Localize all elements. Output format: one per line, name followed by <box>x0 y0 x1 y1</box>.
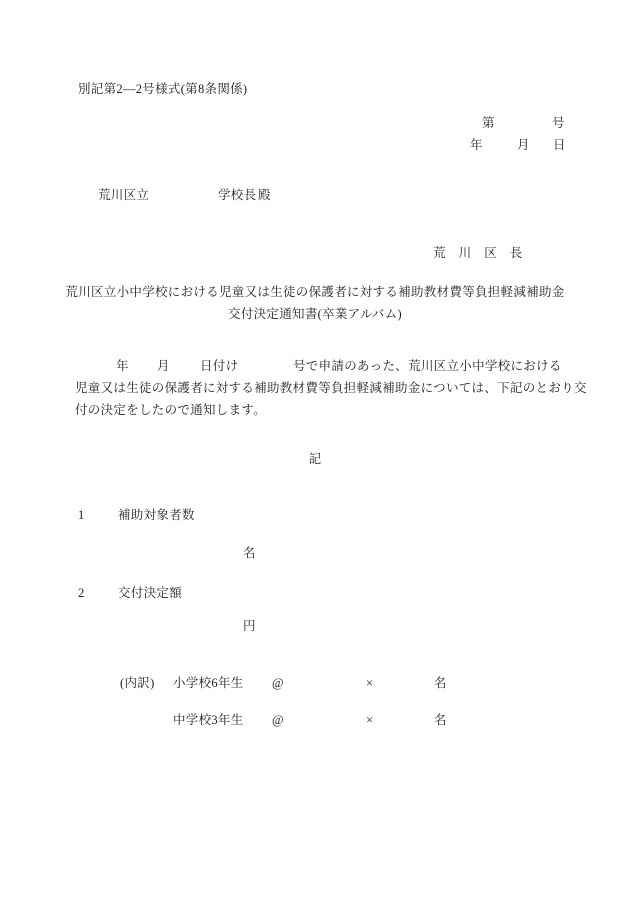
body-line2: 児童又は生徒の保護者に対する補助教材費等負担軽減補助金については、下記のとおり交 <box>75 381 587 395</box>
addressee-honorific: 殿 <box>258 188 271 202</box>
form-number: 別記第2―2号様式(第8条関係) <box>78 82 248 96</box>
breakdown-row1-unit: 名 <box>434 676 447 690</box>
date-year-label: 年 <box>470 138 483 152</box>
body-line1-rest: 号で申請のあった、荒川区立小中学校における <box>293 359 562 373</box>
section-2-label: 交付決定額 <box>118 586 183 600</box>
body-line1-year: 年 <box>116 359 129 373</box>
breakdown-row2-grade: 中学校3年生 <box>173 713 244 727</box>
date-day-label: 日 <box>553 138 566 152</box>
section-2-number: 2 <box>78 586 85 600</box>
breakdown-row1-grade: 小学校6年生 <box>173 676 244 690</box>
breakdown-row1-at-sign: @ <box>272 676 284 690</box>
doc-title-line1: 荒川区立小中学校における児童又は生徒の保護者に対する補助教材費等負担軽減補助金 <box>65 285 565 299</box>
sender-line: 荒 川 区 長 <box>433 246 523 260</box>
date-month-label: 月 <box>517 138 530 152</box>
breakdown-row2-unit: 名 <box>434 713 447 727</box>
breakdown-row2-at-sign: @ <box>272 713 284 727</box>
breakdown-row1-multiply-sign: × <box>366 676 374 690</box>
breakdown-label: (内訳) <box>120 676 155 690</box>
doc-title-line2: 交付決定通知書(卒業アルバム) <box>228 307 402 321</box>
section-1-number: 1 <box>78 508 85 522</box>
body-line3: 付の決定をしたので通知します。 <box>75 403 267 417</box>
section-2-unit: 円 <box>243 619 256 633</box>
doc-number-suffix: 号 <box>552 116 565 130</box>
body-line1-month: 月 <box>157 359 170 373</box>
section-1-label: 補助対象者数 <box>118 508 195 522</box>
addressee-prefix: 荒川区立 <box>98 188 150 202</box>
ki-heading: 記 <box>308 452 322 466</box>
addressee-role: 学校長 <box>218 188 257 202</box>
body-line1-day: 日付け <box>200 359 239 373</box>
doc-number-prefix: 第 <box>482 116 495 130</box>
section-1-unit: 名 <box>243 546 256 560</box>
breakdown-row2-multiply-sign: × <box>366 713 374 727</box>
